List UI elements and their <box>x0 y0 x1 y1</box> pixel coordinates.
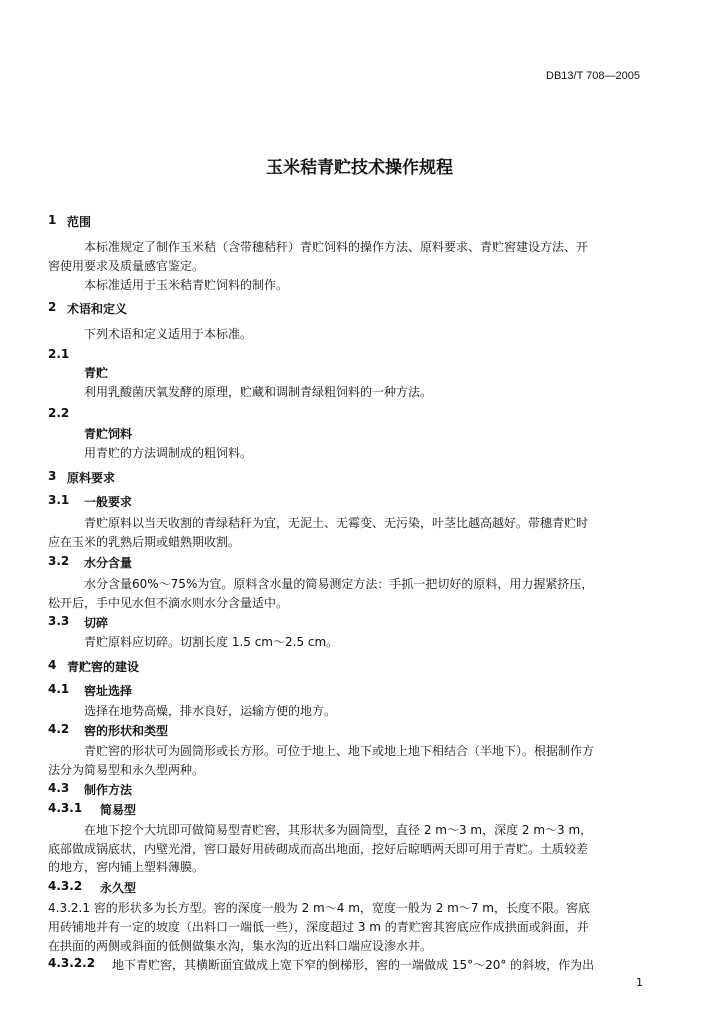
section-4-3-2-1-line-1: 4.3.2.1 窖的形状多为长方型。窖的深度一般为 2 m～4 m，宽度一般为 2 m～7 m，长度不限。窖底 <box>48 901 590 915</box>
section-4-3-1-line-1: 在地下挖个大坑即可做简易型青贮窖，其形状多为圆筒型，直径 2 m～3 m，深度 2 m～3 m， <box>84 823 593 837</box>
section-3-2-title: 水分含量 <box>84 556 133 570</box>
section-4-1-line-1: 选择在地势高燥，排水良好，运输方便的地方。 <box>84 704 337 718</box>
section-4-3-2-1-line-3: 在拱面的两侧或斜面的低侧做集水沟，集水沟的近出料口端应设渗水井。 <box>48 939 433 953</box>
term-2-1: 青贮 <box>84 366 109 380</box>
section-4-3-2-title: 永久型 <box>100 881 137 895</box>
section-4-3-number: 4.3 <box>48 781 70 795</box>
section-3-1-line-2: 应在玉米的乳熟后期或蜡熟期收割。 <box>48 535 241 549</box>
section-1-number: 1 <box>48 213 57 227</box>
section-4-2-line-2: 法分为简易型和永久型两种。 <box>48 763 205 777</box>
section-4-3-1-number: 4.3.1 <box>48 801 83 815</box>
section-2-intro: 下列术语和定义适用于本标准。 <box>84 327 253 341</box>
section-3-number: 3 <box>48 469 57 483</box>
section-4-2-number: 4.2 <box>48 722 70 736</box>
term-2-2: 青贮饲料 <box>84 427 133 441</box>
section-4-2-title: 窖的形状和类型 <box>84 724 169 738</box>
section-4-3-2-2-line-1: 地下青贮窖，其横断面宜做成上宽下窄的倒梯形，窖的一端做成 15°～20° 的斜坡，作为出 <box>112 958 595 972</box>
document-title: 玉米秸青贮技术操作规程 <box>266 158 453 178</box>
section-4-2-line-1: 青贮窖的形状可为圆筒形或长方形。可位于地上、地下或地上地下相结合（半地下）。根据制作方 <box>84 744 595 758</box>
section-1-paragraph-cont: 窖使用要求及质量感官鉴定。 <box>48 259 205 273</box>
section-3-3-number: 3.3 <box>48 614 70 628</box>
section-1-paragraph-2: 本标准适用于玉米秸青贮饲料的制作。 <box>84 278 289 292</box>
term-2-1-definition: 利用乳酸菌厌氧发酵的原理，贮藏和调制青绿粗饲料的一种方法。 <box>84 385 433 399</box>
section-3-1-number: 3.1 <box>48 493 70 507</box>
term-2-2-definition: 用青贮的方法调制成的粗饲料。 <box>84 446 253 460</box>
section-3-2-number: 3.2 <box>48 554 70 568</box>
term-2-2-number: 2.2 <box>48 406 70 420</box>
section-4-1-number: 4.1 <box>48 682 70 696</box>
section-2-number: 2 <box>48 300 57 314</box>
section-4-3-1-line-3: 的地方，窖内铺上塑料薄膜。 <box>48 860 205 874</box>
section-4-3-2-number: 4.3.2 <box>48 879 83 893</box>
section-3-1-line-1: 青贮原料以当天收割的青绿秸秆为宜，无泥土、无霉变、无污染，叶茎比越高越好。带穗青贮时 <box>84 516 589 530</box>
section-4-3-1-line-2: 底部做成锅底状，内壁光滑，窖口最好用砖砌成而高出地面，挖好后晾晒两天即可用于青贮。土质较差 <box>48 842 589 856</box>
section-3-3-line-1: 青贮原料应切碎。切割长度 1.5 cm～2.5 cm。 <box>84 635 339 649</box>
section-3-2-line-1: 水分含量60%～75%为宜。原料含水量的简易测定方法：手抓一把切好的原料，用力握紧挤压， <box>84 577 594 591</box>
page-number: 1 <box>636 976 643 989</box>
section-4-1-title: 窖址选择 <box>84 684 133 698</box>
section-3-1-title: 一般要求 <box>84 495 133 509</box>
section-3-title: 原料要求 <box>67 471 116 485</box>
section-3-2-line-2: 松开后，手中见水但不滴水则水分含量适中。 <box>48 596 289 610</box>
standard-number: DB13/T 708—2005 <box>546 70 640 82</box>
section-2-title: 术语和定义 <box>67 302 128 316</box>
section-4-3-1-title: 简易型 <box>100 803 137 817</box>
section-3-3-title: 切碎 <box>84 616 109 630</box>
section-1-title: 范围 <box>67 215 92 229</box>
section-4-3-title: 制作方法 <box>84 783 133 797</box>
term-2-1-number: 2.1 <box>48 347 70 361</box>
section-4-3-2-2-number: 4.3.2.2 <box>48 956 96 970</box>
section-1-paragraph: 本标准规定了制作玉米秸（含带穗秸秆）青贮饲料的操作方法、原料要求、青贮窖建设方法、开 <box>84 240 589 254</box>
section-4-number: 4 <box>48 658 57 672</box>
section-4-title: 青贮窖的建设 <box>67 660 140 674</box>
section-4-3-2-1-line-2: 用砖铺地并有一定的坡度（出料口一端低一些），深度超过 3 m 的青贮窖其窖底应作成拱面或斜面，并 <box>48 920 589 934</box>
